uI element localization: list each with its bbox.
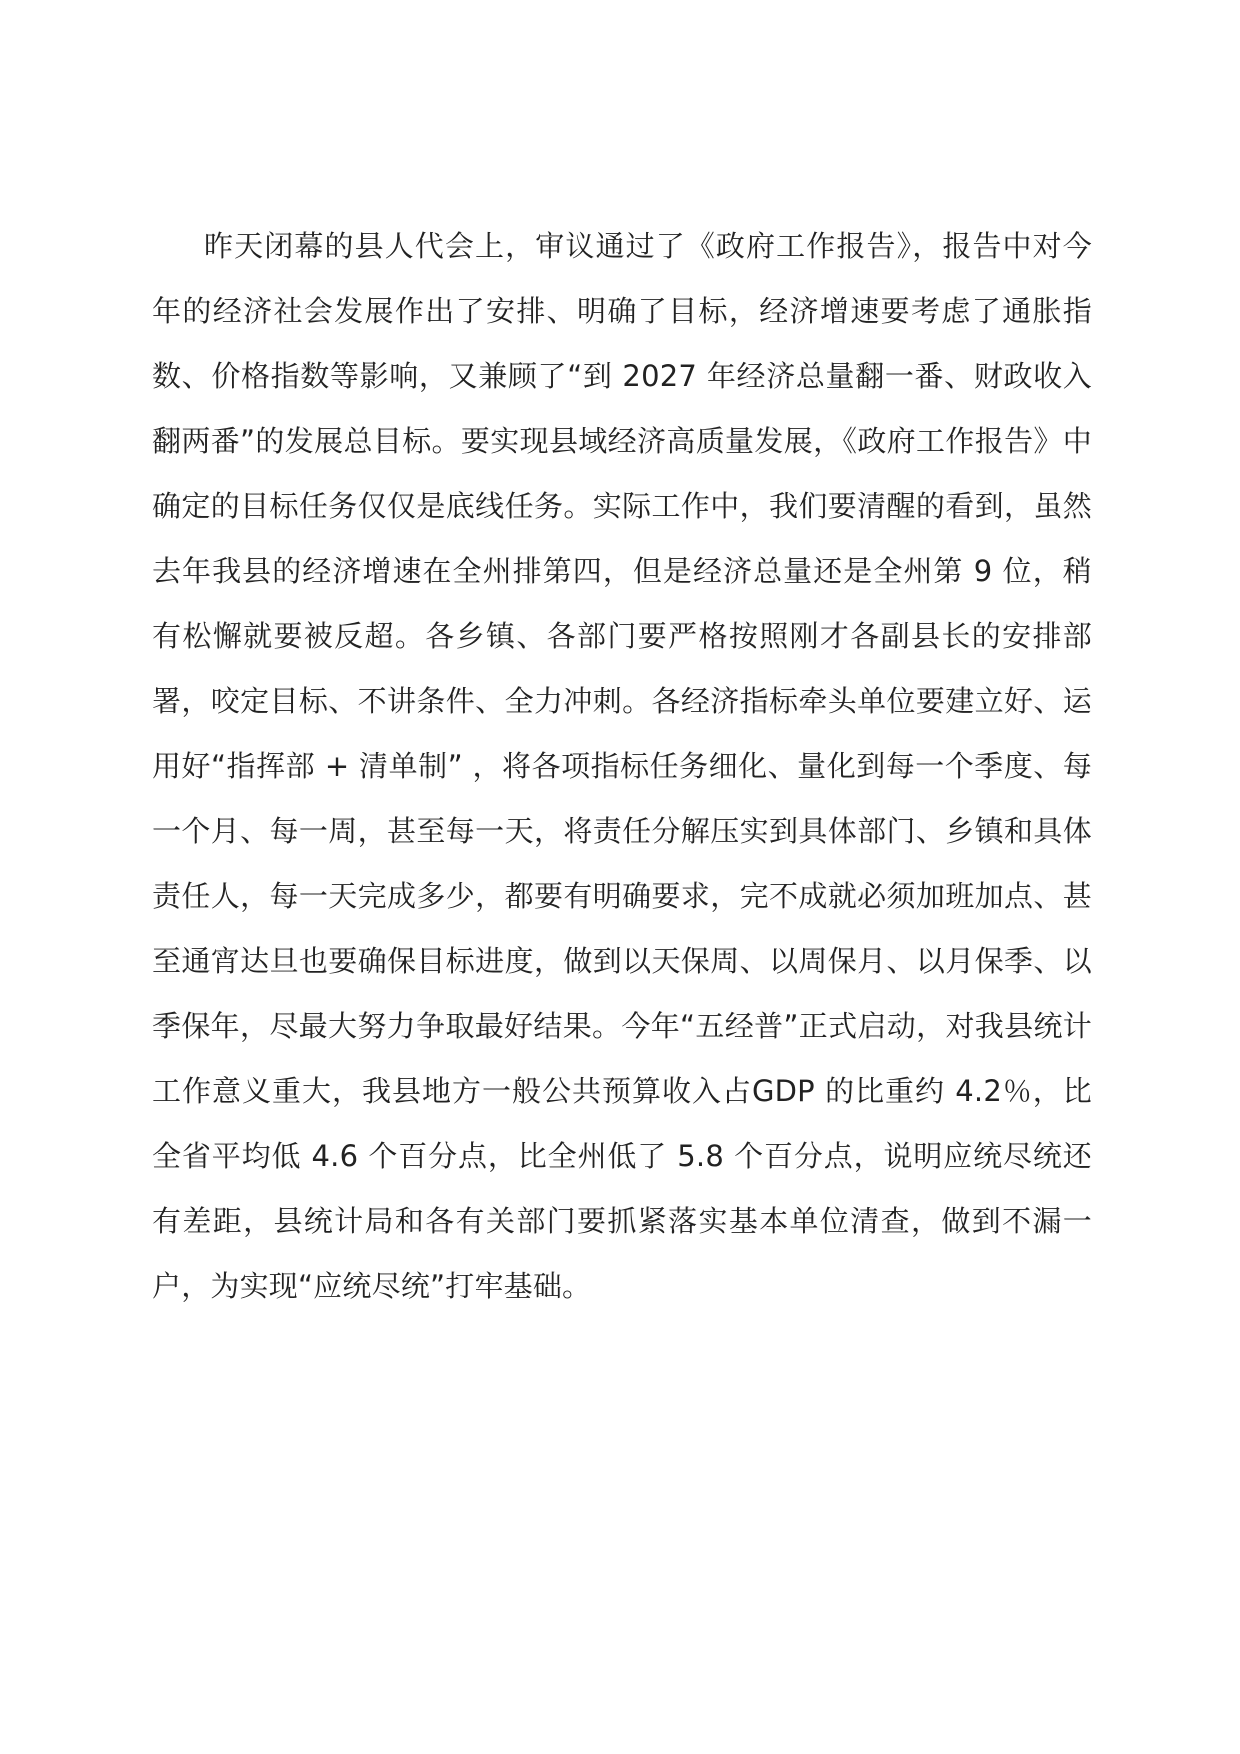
body-paragraph: 昨天闭幕的县人代会上，审议通过了《政府工作报告》，报告中对今年的经济社会发展作出了安排、明确了目标，经济增速要考虑了通胀指数、价格指数等影响，又兼顾了“到 2027 年经济总量翻一番、财政收入翻两番”的发展总目标。要实现县域经济高质量发展，《政府工作报告》中确定的目标任务仅仅是底线任务。实际工作中，我们要清醒的看到，虽然去年我县的经济增速在全州排第四，但是经济总量还是全州第 9 位，稍有松懈就要被反超。各乡镇、各部门要严格按照刚才各副县长的安排部署，咬定目标、不讲条件、全力冲刺。各经济指标牵头单位要建立好、运用好“指挥部 + 清单制” ，将各项指标任务细化、量化到每一个季度、每一个月、每一周，甚至每一天，将责任分解压实到具体部门、乡镇和具体责任人，每一天完成多少，都要有明确要求，完不成就必须加班加点、甚至通宵达旦也要确保目标进度，做到以天保周、以周保月、以月保季、以季保年，尽最大努力争取最好结果。今年“五经普”正式启动，对我县统计工作意义重大，我县地方一般公共预算收入占GDP 的比重约 4.2％，比全省平均低 4.6 个百分点，比全州低了 5.8 个百分点，说明应统尽统还有差距，县统计局和各有关部门要抓紧落实基本单位清查，做到不漏一户，为实现“应统尽统”打牢基础。 (152, 229, 1092, 1303)
